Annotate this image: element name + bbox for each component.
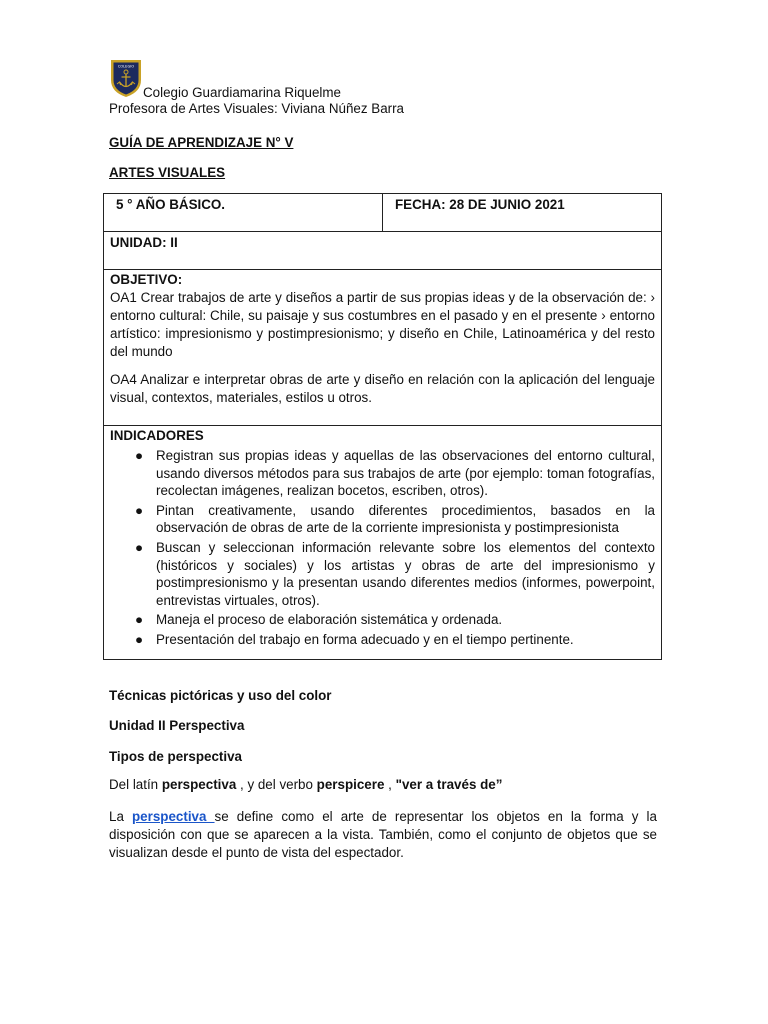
etymology-line — [109, 776, 657, 794]
list-item — [135, 611, 655, 629]
etymology-meaning: "ver a través de” — [395, 777, 503, 792]
etymology-separator: , — [384, 777, 396, 792]
bullet-icon: ● — [135, 502, 144, 518]
school-crest-icon — [109, 58, 143, 98]
table-row-indicators — [104, 426, 662, 660]
table-row-level-date — [104, 194, 662, 232]
bullet-icon: ● — [135, 539, 144, 555]
list-item — [135, 539, 655, 609]
indicators-heading: INDICADORES — [110, 428, 204, 443]
list-item — [135, 631, 655, 649]
etymology-prefix: Del latín — [109, 777, 162, 792]
table-row-objective — [104, 270, 662, 426]
grade-level-cell: 5 ° AÑO BÁSICO. — [104, 194, 383, 232]
date-cell: FECHA: 28 DE JUNIO 2021 — [383, 194, 662, 232]
course-info-table — [103, 193, 662, 660]
definition-paragraph — [109, 808, 657, 862]
objective-oa4: OA4 Analizar e interpretar obras de arte y diseño en relación con la aplicación del lenguaje visual, contextos, materiales, estilos u otros. — [110, 372, 655, 405]
guide-title: GUÍA DE APRENDIZAJE N° V — [109, 135, 294, 150]
indicator-text: Registran sus propias ideas y aquellas de las observaciones del entorno cultural, usando diversos métodos para sus trabajos de arte (por ejemplo: toman fotografías, recolectan imágenes, realizan bocetos, escriben, otros). — [156, 448, 655, 499]
indicators-cell — [104, 426, 662, 660]
objective-oa1: OA1 Crear trabajos de arte y diseños a partir de sus propias ideas y de la observación de: › entorno cultural: Chile, su paisaje y sus costumbres en el pasado y en el presente › entorno artístico: impresionismo y postimpresionismo; y diseño en Chile, Latinoamérica y del resto del mundo — [110, 290, 655, 359]
objective-heading: OBJETIVO: — [110, 272, 183, 287]
objective-cell — [104, 270, 662, 426]
perspectiva-link[interactable]: perspectiva — [132, 809, 215, 824]
definition-text: se define como el arte de representar los objetos en la forma y la disposición con que se aparecen a la vista. También, como el conjunto de objetos que se visualizan desde el punto de vista del espectador. — [109, 809, 657, 860]
teacher-name: Profesora de Artes Visuales: Viviana Núñez Barra — [109, 101, 405, 116]
bullet-icon: ● — [135, 448, 144, 463]
definition-prefix: La — [109, 809, 132, 824]
indicator-text: Buscan y seleccionan información relevante sobre los elementos del contexto (históricos y sociales) y los artistas y obras de arte del impresionismo y postimpresionismo y la presentan usando diferentes medios (informes, powerpoint, entrevistas virtuales, otros). — [156, 539, 655, 608]
subject-title: ARTES VISUALES — [109, 165, 226, 180]
list-item — [135, 447, 655, 500]
indicator-text: Pintan creativamente, usando diferentes procedimientos, basados en la observación de obras de arte de la corriente impresionista y postimpresionista — [156, 502, 655, 536]
indicator-text: Presentación del trabajo en forma adecuado y en el tiempo pertinente. — [156, 631, 574, 647]
types-title: Tipos de perspectiva — [109, 749, 242, 764]
table-row-unit — [104, 232, 662, 270]
crest-label: COLEGIO — [117, 64, 135, 69]
unit-cell: UNIDAD: II — [104, 232, 662, 270]
bullet-icon: ● — [135, 612, 144, 628]
etymology-verb: perspicere — [316, 777, 385, 792]
unit-title: Unidad II Perspectiva — [109, 718, 245, 733]
bullet-icon: ● — [135, 631, 144, 647]
school-name: Colegio Guardiamarina Riquelme — [143, 85, 341, 100]
list-item — [135, 502, 655, 537]
etymology-word: perspectiva — [161, 777, 237, 792]
indicators-list — [110, 447, 655, 649]
techniques-title: Técnicas pictóricas y uso del color — [109, 688, 332, 703]
etymology-middle: , y del verbo — [236, 777, 317, 792]
indicator-text: Maneja el proceso de elaboración sistemática y ordenada. — [156, 612, 503, 628]
